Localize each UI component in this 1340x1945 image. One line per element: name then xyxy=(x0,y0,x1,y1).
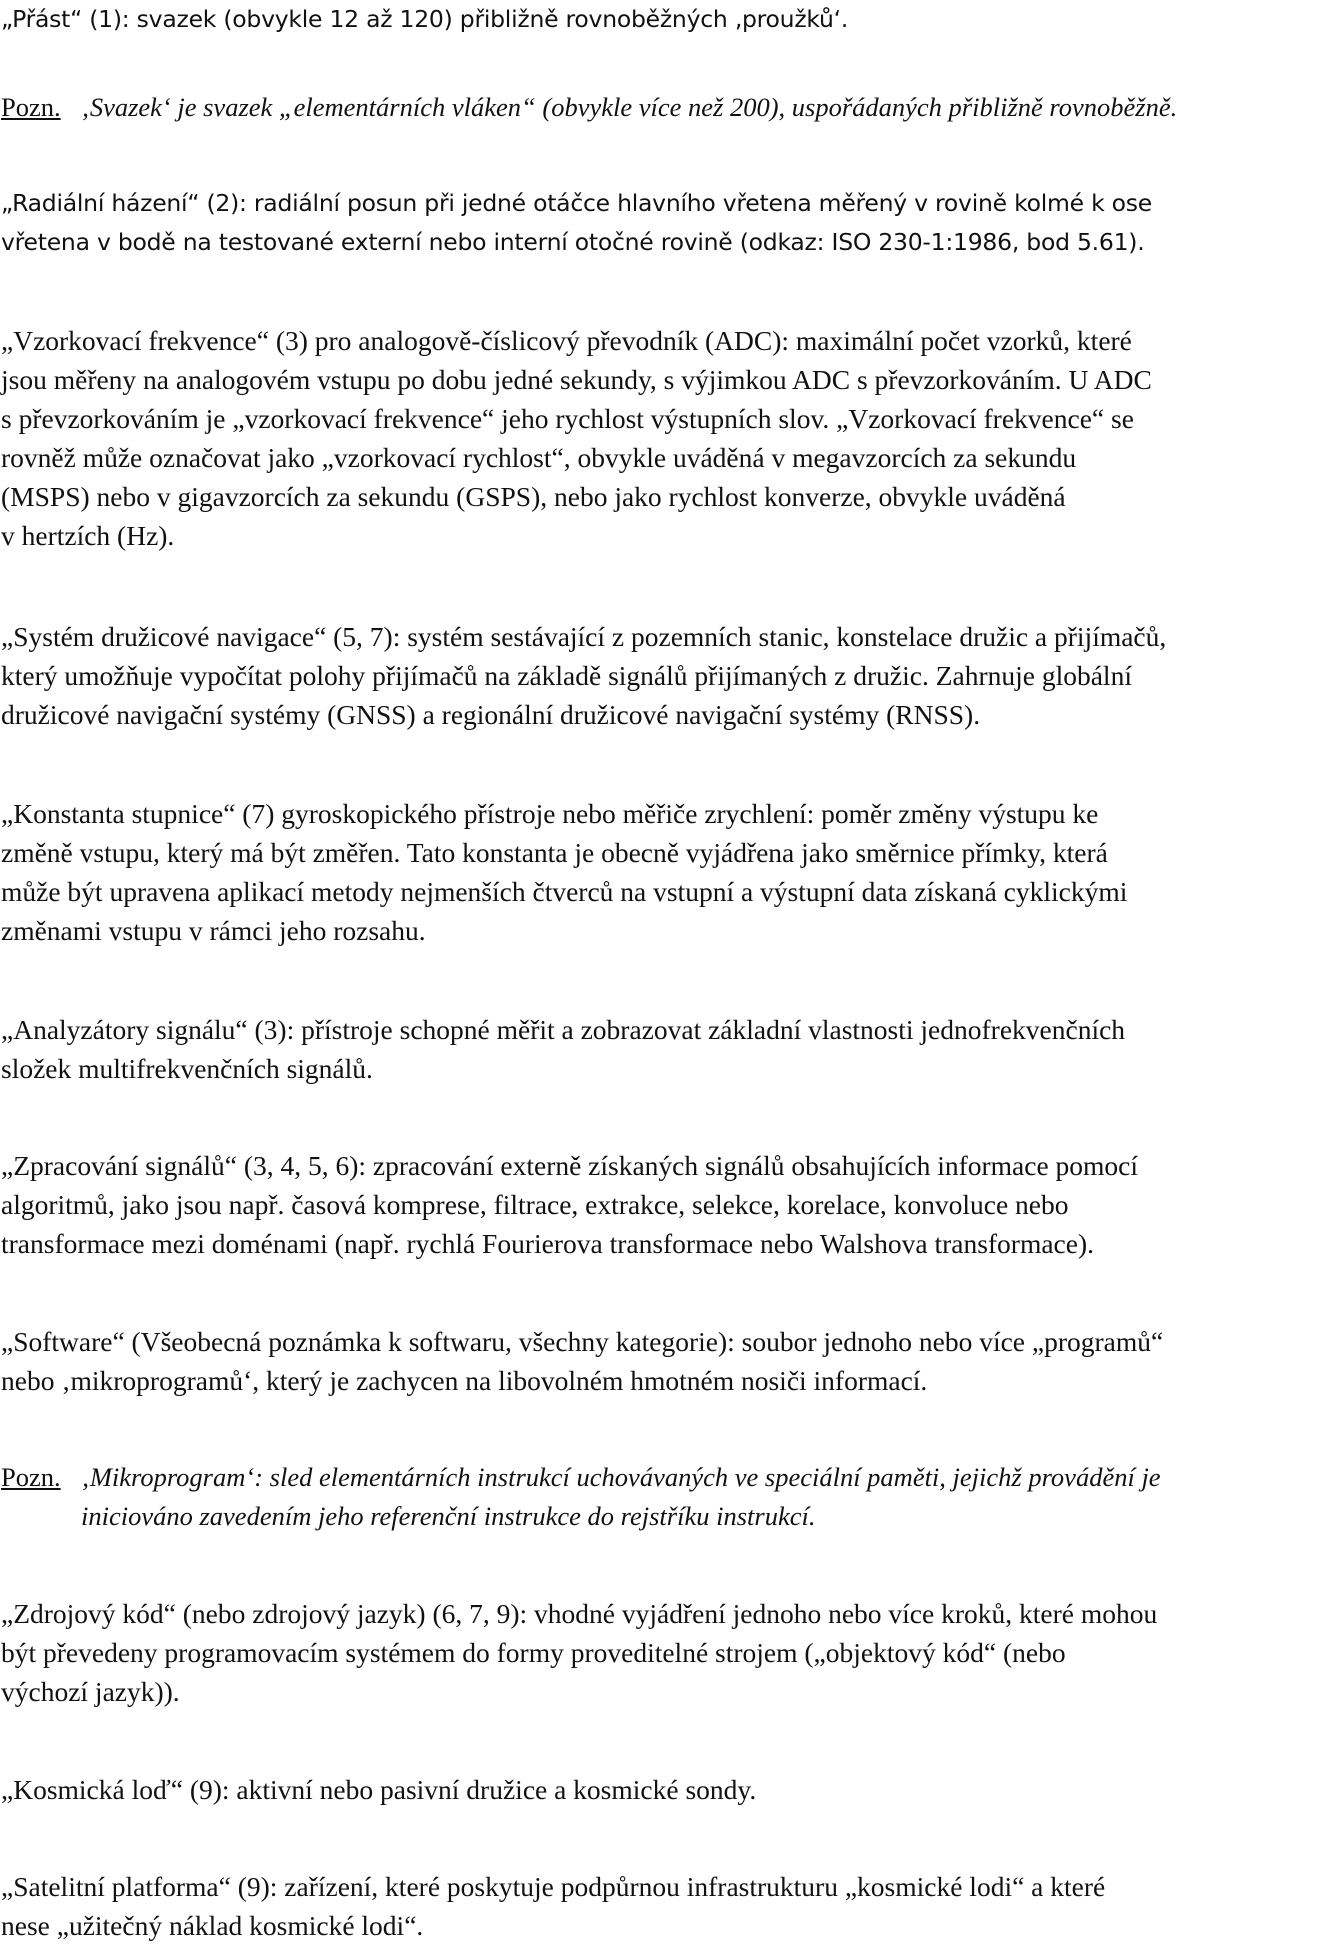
definition-system-druzicove-navigace xyxy=(1,617,1335,734)
text-line: vřetena v bodě na testované externí nebo interní otočné rovině (odkaz: ISO 230-1:1986, bod 5.61). xyxy=(1,228,1145,256)
note-text: ‚Mikroprogram‘: sled elementárních instrukcí uchovávaných ve speciální paměti, jejichž provádění je xyxy=(81,1462,1161,1492)
note-label: Pozn. xyxy=(1,92,61,122)
text-line: být převedeny programovacím systémem do formy proveditelné strojem („objektový kód“ (nebo xyxy=(1,1637,1066,1668)
note-line xyxy=(1,88,1335,127)
text-line: „Zdrojový kód“ (nebo zdrojový jazyk) (6, 7, 9): vhodné vyjádření jednoho nebo více kroků, které mohou xyxy=(1,1598,1158,1629)
definition-satelitni-platforma xyxy=(1,1867,1335,1945)
text-line: „Vzorkovací frekvence“ (3) pro analogově-číslicový převodník (ADC): maximální počet vzorků, které xyxy=(1,325,1132,356)
text-line: změnami vstupu v rámci jeho rozsahu. xyxy=(1,915,426,946)
text-line: „Analyzátory signálu“ (3): přístroje schopné měřit a zobrazovat základní vlastnosti jednofrekvenčních xyxy=(1,1014,1126,1045)
text-line: změně vstupu, který má být změřen. Tato konstanta je obecně vyjádřena jako směrnice přímky, která xyxy=(1,837,1108,868)
text-line: družicové navigační systémy (GNSS) a regionální družicové navigační systémy (RNSS). xyxy=(1,699,981,730)
text-line: „Konstanta stupnice“ (7) gyroskopického přístroje nebo měřiče zrychlení: poměr změny výstupu ke xyxy=(1,798,1099,829)
text-line: nebo ‚mikroprogramů‘, který je zachycen na libovolném hmotném nosiči informací. xyxy=(1,1365,928,1396)
definition-analyzatory-signalu xyxy=(1,1010,1335,1088)
text-line: „Systém družicové navigace“ (5, 7): systém sestávající z pozemních stanic, konstelace družic a přijímačů, xyxy=(1,621,1167,652)
text-line: jsou měřeny na analogovém vstupu po dobu jedné sekundy, s výjimkou ADC s převzorkováním. U ADC xyxy=(1,364,1152,395)
definition-vzorkovaci-frekvence xyxy=(1,321,1335,555)
text-line: „Radiální házení“ (2): radiální posun při jedné otáčce hlavního vřetena měřený v rovině kolmé k ose xyxy=(1,189,1152,217)
text-line: může být upravena aplikací metody nejmenších čtverců na vstupní a výstupní data získaná cyklickými xyxy=(1,876,1128,907)
definition-zdrojovy-kod xyxy=(1,1594,1335,1711)
text-line: v hertzích (Hz). xyxy=(1,520,175,551)
definition-software xyxy=(1,1322,1335,1400)
definition-kosmicka-lod xyxy=(1,1770,1335,1809)
note-mikroprogram xyxy=(1,1458,1335,1536)
note-text: ‚Svazek‘ je svazek „elementárních vláken“ (obvykle více než 200), uspořádaných přibližně rovnoběžně. xyxy=(81,92,1178,122)
text-line: „Software“ (Všeobecná poznámka k softwaru, všechny kategorie): soubor jednoho nebo více „programů“ xyxy=(1,1326,1164,1357)
definition-konstanta-stupnice xyxy=(1,794,1335,950)
text-line: „Zpracování signálů“ (3, 4, 5, 6): zpracování externě získaných signálů obsahujících informace pomocí xyxy=(1,1150,1139,1181)
text-line: který umožňuje vypočítat polohy přijímačů na základě signálů přijímaných z družic. Zahrnuje globální xyxy=(1,660,1132,691)
definition-radialni-hazeni xyxy=(1,184,1335,262)
text-line: transformace mezi doménami (např. rychlá Fourierova transformace nebo Walshova transformace). xyxy=(1,1228,1095,1259)
text-line: s převzorkováním je „vzorkovací frekvence“ jeho rychlost výstupních slov. „Vzorkovací frekvence“ se xyxy=(1,403,1134,434)
definition-prast xyxy=(1,0,1335,39)
text-line: (MSPS) nebo v gigavzorcích za sekundu (GSPS), nebo jako rychlost konverze, obvykle uváděná xyxy=(1,481,1066,512)
text-line: výchozí jazyk)). xyxy=(1,1676,180,1707)
note-label: Pozn. xyxy=(1,1462,61,1492)
text-line: „Kosmická loď“ (9): aktivní nebo pasivní družice a kosmické sondy. xyxy=(1,1774,757,1805)
text-line: „Přást“ (1): svazek (obvykle 12 až 120) přibližně rovnoběžných ‚proužků‘. xyxy=(1,5,849,33)
text-line: rovněž může označovat jako „vzorkovací rychlost“, obvykle uváděná v megavzorcích za sekundu xyxy=(1,442,1077,473)
note-svazek xyxy=(1,88,1335,127)
note-line xyxy=(1,1458,1335,1497)
text-line: nese „užitečný náklad kosmické lodi“. xyxy=(1,1910,424,1941)
definition-zpracovani-signalu xyxy=(1,1146,1335,1263)
note-line: iniciováno zavedením jeho referenční instrukce do rejstříku instrukcí. xyxy=(81,1501,816,1531)
text-line: „Satelitní platforma“ (9): zařízení, které poskytuje podpůrnou infrastrukturu „kosmické lodi“ a které xyxy=(1,1871,1106,1902)
text-line: složek multifrekvenčních signálů. xyxy=(1,1053,373,1084)
text-line: algoritmů, jako jsou např. časová komprese, filtrace, extrakce, selekce, korelace, konvoluce nebo xyxy=(1,1189,1069,1220)
